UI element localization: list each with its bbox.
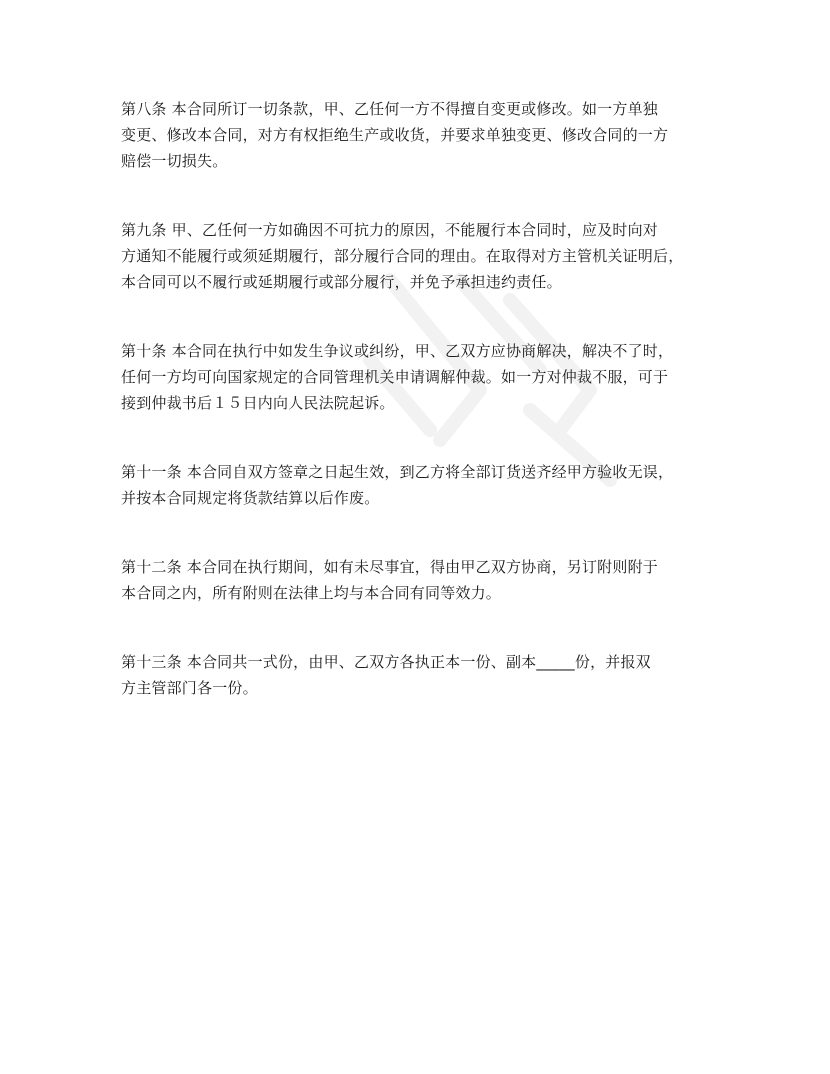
clause-text-line: 第九条 甲、乙任何一方如确因不可抗力的原因，不能履行本合同时，应及时向对 [121,221,658,239]
clause-text-line: 并按本合同规定将货款结算以后作废。 [121,489,380,507]
clause-text-line: 第十二条 本合同在执行期间，如有未尽事宜，得由甲乙双方协商，另订附则附于 [121,558,658,576]
clause-text-line: 第十条 本合同在执行中如发生争议或纠纷，甲、乙双方应协商解决，解决不了时， [121,342,674,360]
clause-text-line: 接到仲裁书后１５日内向人民法院起诉。 [121,394,395,412]
clause-12 [121,554,721,606]
clause-10 [121,338,721,416]
clause-text-line: 本合同可以不履行或延期履行或部分履行，并免予承担违约责任。 [121,273,562,291]
clause-9 [121,217,721,295]
clause-text-line: 第八条 本合同所订一切条款，甲、乙任何一方不得擅自变更或修改。如一方单独 [121,100,658,118]
clause-text-line: 方主管部门各一份。 [121,679,258,697]
clause-11 [121,459,721,511]
clause-text-line: 任何一方均可向国家规定的合同管理机关申请调解仲裁。如一方对仲裁不服，可于 [121,368,669,386]
clause-text-line: 第十一条 本合同自双方签章之日起生效，到乙方将全部订货送齐经甲方验收无误， [121,463,674,481]
contract-body [121,96,721,744]
clause-text-line: 赔偿一切损失。 [121,152,228,170]
clause-13 [121,649,721,701]
clause-8 [121,96,721,174]
clause-text-line: 第十三条 本合同共一式份，由甲、乙双方各执正本一份、副本_____份，并报双 [121,653,651,671]
clause-text-line: 方通知不能履行或须延期履行，部分履行合同的理由。在取得对方主管机关证明后， [121,247,684,265]
clause-text-line: 本合同之内，所有附则在法律上均与本合同有同等效力。 [121,584,502,602]
clause-text-line: 变更、修改本合同，对方有权拒绝生产或收货，并要求单独变更、修改合同的一方 [121,126,669,144]
